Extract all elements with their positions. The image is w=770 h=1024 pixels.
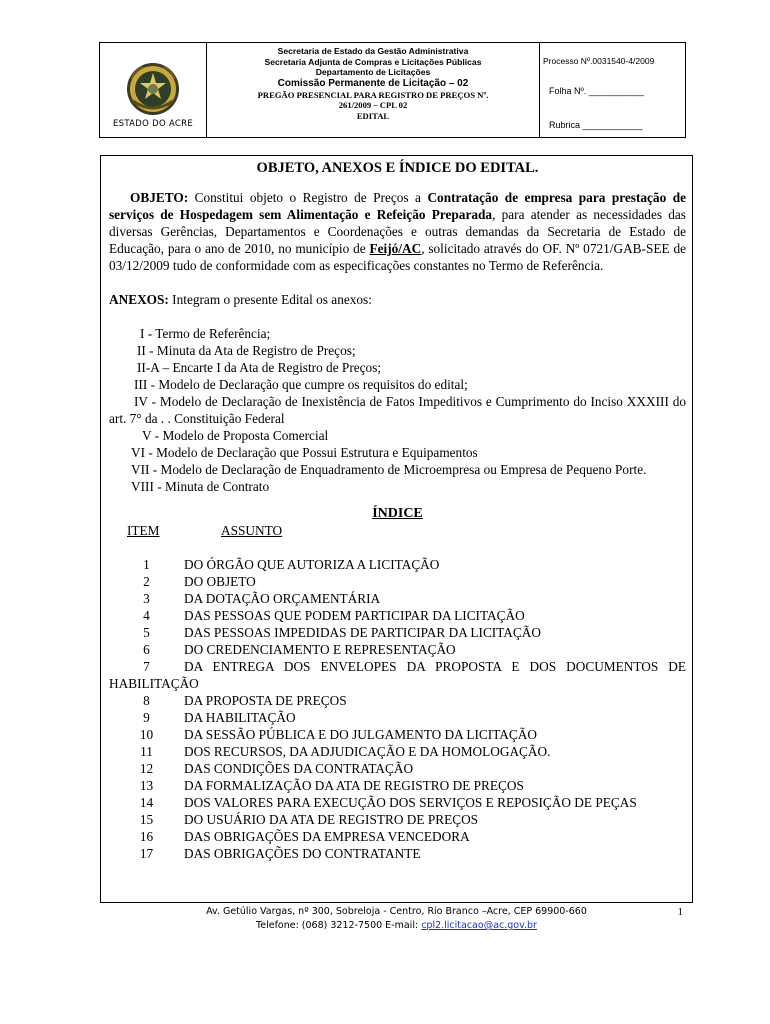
acre-coat-of-arms-icon bbox=[125, 61, 181, 117]
section-title: OBJETO, ANEXOS E ÍNDICE DO EDITAL. bbox=[256, 160, 539, 176]
annex-item: II-A – Encarte I da Ata de Registro de Preços; bbox=[137, 360, 382, 375]
footer-contact bbox=[100, 919, 693, 933]
annex-item: V - Modelo de Proposta Comercial bbox=[142, 428, 329, 443]
index-item-subject: DA DOTAÇÃO ORÇAMENTÁRIA bbox=[184, 591, 381, 606]
indice-title: ÍNDICE bbox=[372, 506, 423, 521]
index-item-subject: DAS CONDIÇÕES DA CONTRATAÇÃO bbox=[184, 761, 414, 776]
index-item-subject: DA PROPOSTA DE PREÇOS bbox=[184, 693, 347, 708]
index-item-subject: DAS OBRIGAÇÕES DA EMPRESA VENCEDORA bbox=[184, 829, 470, 844]
index-row bbox=[109, 760, 686, 777]
objeto-text: , para atender as necessidades das diversas Gerências, Departamentos e Coordenações e outras demandas da Secretaria de Estado de Educação, para o ano de 2010, no município de bbox=[109, 207, 686, 256]
footer-phone: Telefone: (068) 3212-7500 E-mail: bbox=[256, 920, 422, 931]
auction-number: 261/2009 – CPL 02 bbox=[338, 100, 408, 111]
index-item-number: 12 bbox=[139, 761, 154, 776]
index-item-number: 17 bbox=[139, 846, 154, 861]
anexos-paragraph bbox=[109, 291, 686, 308]
rubrica-field: Rubrica ____________ bbox=[549, 120, 643, 130]
annex-item: IV - Modelo de Declaração de Inexistência de Fatos Impeditivos e Cumprimento do Inciso XXXIII do art. 7° da . . Constituição Federal bbox=[109, 394, 686, 426]
index-item-number: 11 bbox=[140, 744, 153, 759]
annex-item: VI - Modelo de Declaração que Possui Estrutura e Equipamentos bbox=[131, 445, 478, 460]
objeto-label: OBJETO: bbox=[130, 190, 189, 205]
process-number: Processo Nº.0031540-4/2009 bbox=[543, 56, 655, 66]
annex-item: VII - Modelo de Declaração de Enquadramento de Microempresa ou Empresa de Pequeno Porte. bbox=[131, 462, 647, 477]
agency-line: Departamento de Licitações bbox=[315, 67, 431, 77]
index-item-number: 14 bbox=[139, 795, 154, 810]
index-row bbox=[109, 709, 686, 726]
header-logo-cell bbox=[100, 43, 207, 137]
index-row bbox=[109, 845, 686, 862]
document-header bbox=[99, 42, 686, 138]
index-row bbox=[109, 573, 686, 590]
index-row bbox=[109, 607, 686, 624]
index-list bbox=[109, 556, 686, 862]
index-item-number: 15 bbox=[139, 812, 154, 827]
annex-item: I - Termo de Referência; bbox=[140, 326, 271, 341]
col-assunto-header: ASSUNTO bbox=[221, 523, 283, 538]
index-item-number: 16 bbox=[139, 829, 154, 844]
index-header-row bbox=[109, 522, 686, 539]
header-process-cell bbox=[540, 43, 685, 137]
annex-item: VIII - Minuta de Contrato bbox=[131, 479, 270, 494]
objeto-service: Contratação de empresa para prestação de serviços de Hospedagem sem Alimentação e Refeição Preparada bbox=[109, 190, 686, 222]
index-item-number: 5 bbox=[143, 625, 150, 640]
state-label: ESTADO DO ACRE bbox=[112, 119, 194, 129]
index-item-number: 4 bbox=[143, 608, 150, 623]
index-item-subject: DA HABILITAÇÃO bbox=[184, 710, 296, 725]
objeto-city: Feijó/AC bbox=[369, 241, 422, 256]
index-row bbox=[109, 828, 686, 845]
index-item-subject: DAS PESSOAS QUE PODEM PARTICIPAR DA LICITAÇÃO bbox=[184, 608, 525, 623]
index-item-subject-continuation: HABILITAÇÃO bbox=[109, 676, 199, 691]
footer-address: Av. Getúlio Vargas, nº 300, Sobreloja - Centro, Rio Branco –Acre, CEP 69900-660 bbox=[206, 906, 587, 917]
index-item-subject: DO ÓRGÃO QUE AUTORIZA A LICITAÇÃO bbox=[184, 557, 440, 572]
index-row bbox=[109, 658, 686, 675]
footer-email-link[interactable]: cpl2.licitacao@ac.gov.br bbox=[421, 920, 537, 931]
annex-item: III - Modelo de Declaração que cumpre os requisitos do edital; bbox=[134, 377, 468, 392]
index-row bbox=[109, 811, 686, 828]
edital-content bbox=[109, 160, 686, 862]
index-item-subject: DA ENTREGA DOS ENVELOPES DA PROPOSTA E DOS DOCUMENTOS DE bbox=[184, 659, 686, 674]
index-item-subject: DOS RECURSOS, DA ADJUDICAÇÃO E DA HOMOLOGAÇÃO. bbox=[184, 744, 551, 759]
commission-line: Comissão Permanente de Licitação – 02 bbox=[277, 77, 469, 89]
page-footer bbox=[100, 905, 693, 933]
header-agency-cell bbox=[207, 43, 540, 137]
index-row bbox=[109, 590, 686, 607]
index-row bbox=[109, 641, 686, 658]
edital-label: EDITAL bbox=[356, 111, 390, 122]
index-item-number: 10 bbox=[139, 727, 154, 742]
index-item-number: 6 bbox=[143, 642, 150, 657]
index-item-subject: DO OBJETO bbox=[184, 574, 256, 589]
index-item-subject: DOS VALORES PARA EXECUÇÃO DOS SERVIÇOS E REPOSIÇÃO DE PEÇAS bbox=[184, 795, 637, 810]
index-item-subject: DA SESSÃO PÚBLICA E DO JULGAMENTO DA LICITAÇÃO bbox=[184, 727, 537, 742]
auction-line: PREGÃO PRESENCIAL PARA REGISTRO DE PREÇOS Nº. bbox=[257, 89, 489, 100]
index-item-subject: DAS PESSOAS IMPEDIDAS DE PARTICIPAR DA LICITAÇÃO bbox=[184, 625, 541, 640]
folha-field: Folha Nº. ___________ bbox=[549, 86, 644, 96]
objeto-paragraph bbox=[109, 189, 686, 274]
index-row bbox=[109, 692, 686, 709]
index-row bbox=[109, 556, 686, 573]
index-item-number: 2 bbox=[143, 574, 150, 589]
index-item-subject: DO USUÁRIO DA ATA DE REGISTRO DE PREÇOS bbox=[184, 812, 479, 827]
index-row bbox=[109, 624, 686, 641]
anexos-text: Integram o presente Edital os anexos: bbox=[168, 292, 372, 307]
index-row bbox=[109, 743, 686, 760]
objeto-text: , solicitado através do OF. Nº 0721/GAB-SEE de 03/12/2009 tudo de conformidade com as especificações constantes no Termo de Referência. bbox=[109, 241, 686, 273]
index-item-number: 3 bbox=[143, 591, 150, 606]
index-row bbox=[109, 726, 686, 743]
index-row bbox=[109, 794, 686, 811]
index-item-number: 13 bbox=[139, 778, 154, 793]
page-number: 1 bbox=[677, 906, 683, 918]
index-item-number: 8 bbox=[143, 693, 150, 708]
index-item-number: 9 bbox=[143, 710, 150, 725]
agency-line: Secretaria de Estado da Gestão Administrativa bbox=[277, 46, 469, 56]
objeto-text: Constitui objeto o Registro de Preços a bbox=[188, 190, 428, 205]
index-item-number: 7 bbox=[143, 659, 150, 674]
index-item-subject: DAS OBRIGAÇÕES DO CONTRATANTE bbox=[184, 846, 421, 861]
index-item-subject: DA FORMALIZAÇÃO DA ATA DE REGISTRO DE PREÇOS bbox=[184, 778, 524, 793]
col-item-header: ITEM bbox=[127, 523, 160, 538]
index-item-number: 1 bbox=[143, 557, 150, 572]
agency-line: Secretaria Adjunta de Compras e Licitações Públicas bbox=[264, 56, 482, 67]
index-row bbox=[109, 777, 686, 794]
anexos-label: ANEXOS: bbox=[109, 292, 169, 307]
annex-item: II - Minuta da Ata de Registro de Preços; bbox=[137, 343, 356, 358]
index-item-subject: DO CREDENCIAMENTO E REPRESENTAÇÃO bbox=[184, 642, 456, 657]
